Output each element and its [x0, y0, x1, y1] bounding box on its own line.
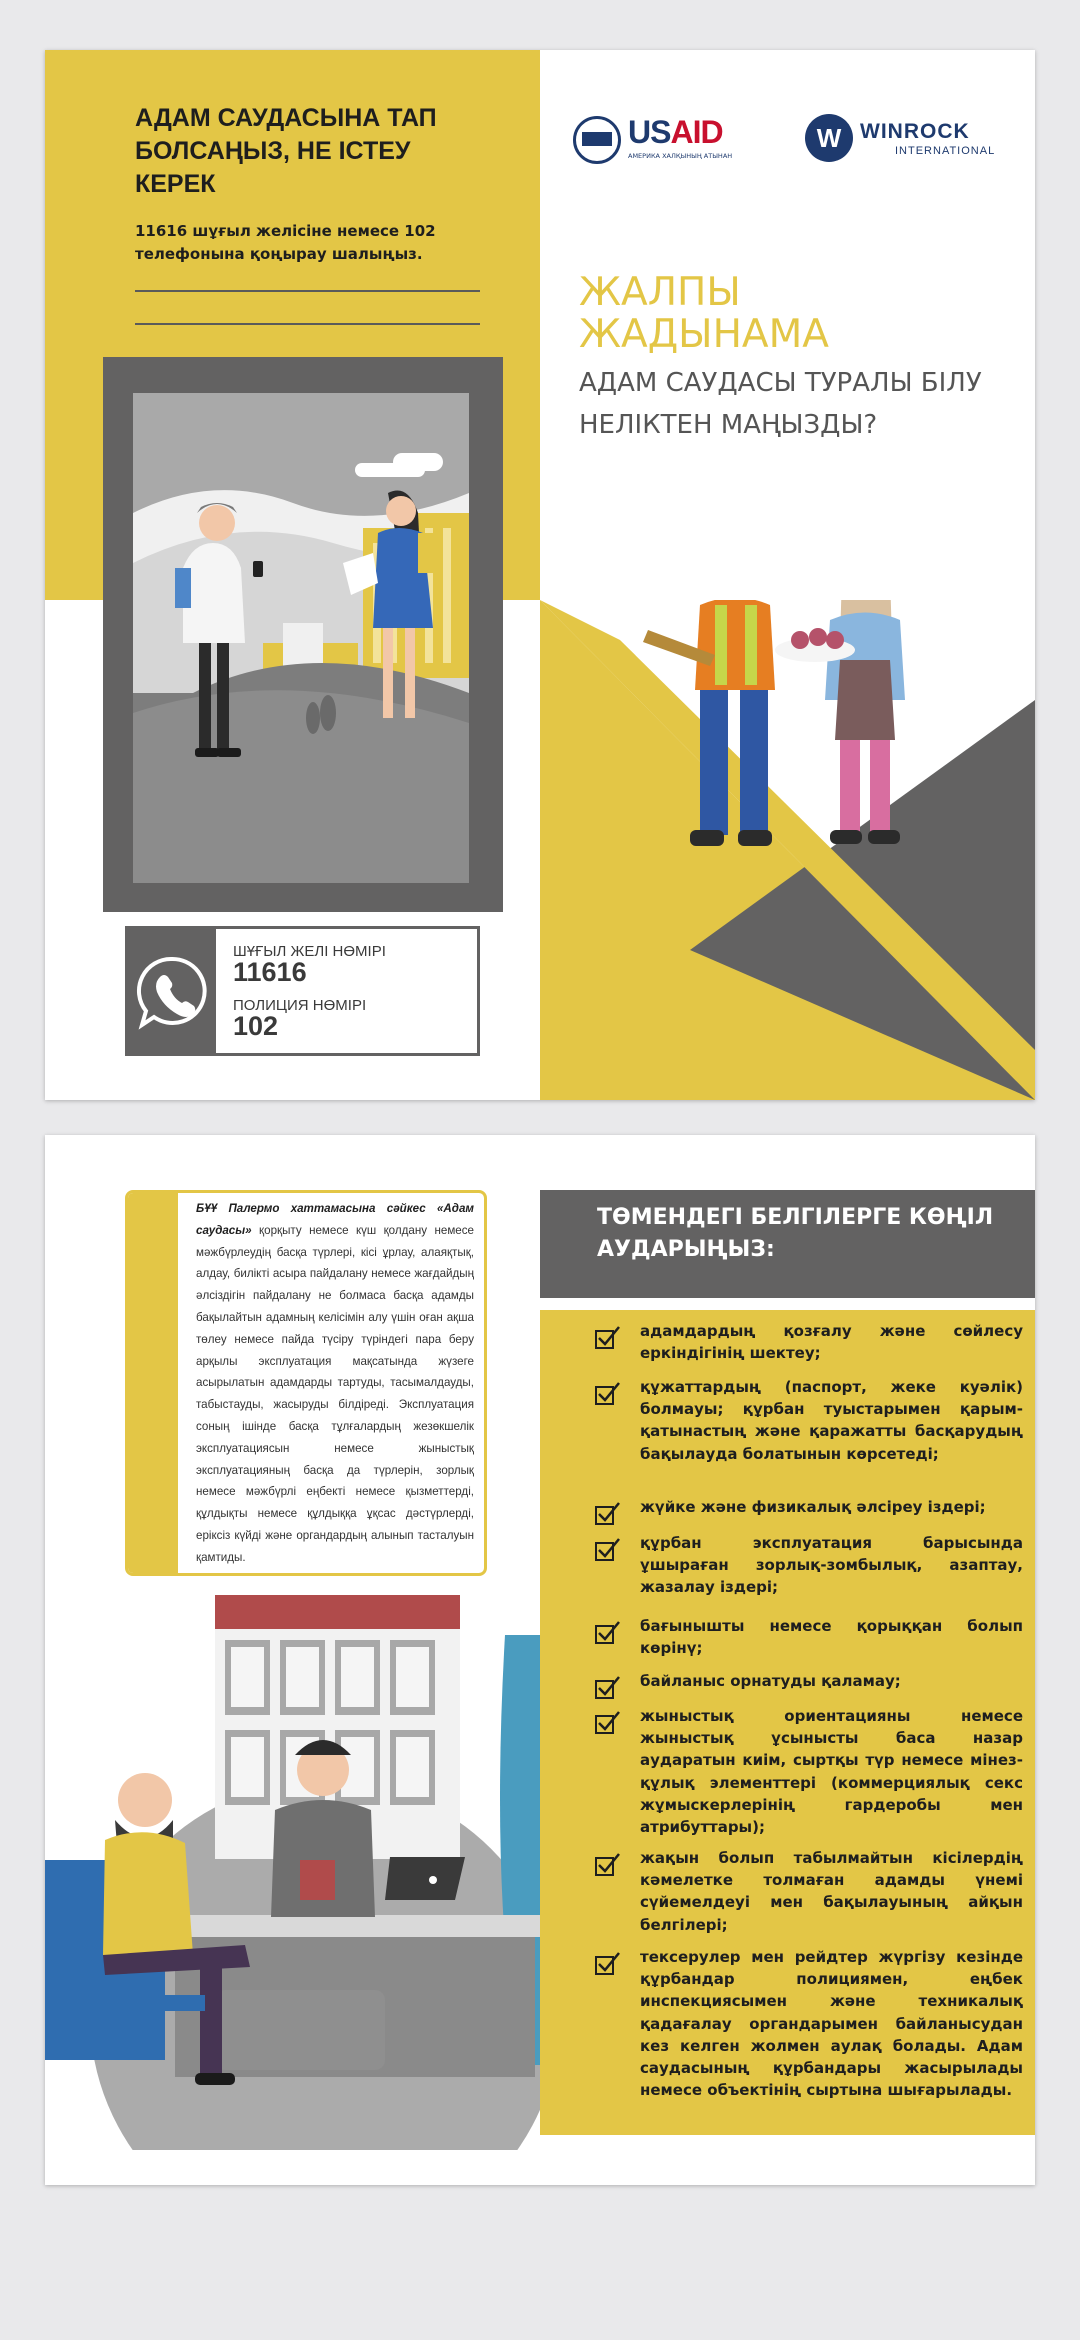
workers-illustration — [540, 600, 1035, 1100]
checkbox-icon — [595, 1381, 621, 1405]
signs-header — [540, 1190, 1035, 1298]
write-line — [135, 290, 480, 292]
street-scene-svg — [133, 393, 469, 883]
definition-text — [196, 1198, 474, 1569]
hotline-label: ШҰҒЫЛ ЖЕЛІ НӨМІРІ — [233, 943, 386, 960]
signs-list — [540, 1310, 1035, 2135]
street-illustration — [133, 393, 469, 883]
sign-text: бағынышты немесе қорыққан болып көрінү; — [640, 1617, 1023, 1658]
inner-page — [45, 1135, 1035, 2185]
sign-text: адамдардың қозғалу және сөйлесу еркіндігінің шектеу; — [640, 1322, 1023, 1363]
hotline-number: 11616 — [233, 957, 307, 987]
sign-text: жақын болып табылмайтын кісілердің кәмелетке толмаған адамды үнемі сүйемелдеуі мен бақылауының айқын белгілері; — [640, 1849, 1023, 1934]
definition-lead: БҰҰ Палермо хаттамасына сәйкес «Адам саудасы» — [196, 1202, 474, 1237]
definition-accent-bar — [128, 1193, 178, 1573]
winrock-name: WINROCK — [860, 120, 970, 143]
police-label: ПОЛИЦИЯ НӨМІРІ — [233, 997, 367, 1014]
contact-box — [125, 926, 480, 1056]
usaid-logo: USAID АМЕРИКА ХАЛҚЫНЫҢ АТЫНАН — [573, 112, 743, 168]
checkbox-icon — [595, 1325, 621, 1349]
checkbox-icon — [595, 1620, 621, 1644]
baker-figure — [775, 600, 905, 844]
winrock-logo — [805, 112, 996, 168]
winrock-subtitle: INTERNATIONAL — [895, 145, 996, 157]
checkbox-icon — [595, 1852, 621, 1876]
sign-text: байланыс орнатуды қаламау; — [640, 1672, 901, 1690]
sign-text: жыныстық ориентацияны немесе жыныстық ұсынысты баса назар аударатын киім, сыртқы түр немесе мінез-құлық элементтері (коммерциялық секс жұмыскерлерінің гардеробы мен атрибуттары); — [640, 1707, 1023, 1837]
checkbox-icon — [595, 1951, 621, 1975]
office-illustration — [45, 1595, 540, 2150]
hotline-heading: АДАМ САУДАСЫНА ТАП БОЛСАҢЫЗ, НЕ ІСТЕУ КЕРЕК — [135, 104, 437, 198]
checkbox-icon — [595, 1675, 621, 1699]
main-subtitle: АДАМ САУДАСЫ ТУРАЛЫ БІЛУ НЕЛІКТЕН МАҢЫЗДЫ? — [579, 368, 982, 440]
usaid-seal-icon — [573, 116, 621, 164]
sign-text: құрбан эксплуатация барысында ұшыраған зорлық-зомбылық, азаптау, жазалау іздері; — [640, 1534, 1023, 1597]
hotline-call-text: 11616 шұғыл желісіне немесе 102 телефонына қоңырау шалыңыз. — [135, 222, 436, 263]
sign-text: тексерулер мен рейдтер жүргізу кезінде құрбандар полициямен, еңбек инспекциясымен және техникалық қадағалау органдарымен байланысудан кез келген жолмен аулақ болады. Адам саудасының құрбандары жасырылады немесе объектінің сыртына шығарылады. — [640, 1948, 1023, 2100]
main-title: ЖАЛПЫ ЖАДЫНАМА — [579, 270, 829, 357]
sign-text: жүйке және физикалық әлсіреу іздері; — [640, 1498, 986, 1516]
signs-title: ТӨМЕНДЕГІ БЕЛГІЛЕРГЕ КӨҢІЛ АУДАРЫҢЫЗ: — [597, 1205, 994, 1262]
police-number: 102 — [233, 1011, 279, 1041]
winrock-w-icon: W — [805, 114, 853, 162]
phone-icon — [128, 929, 216, 1053]
checkbox-icon — [595, 1501, 621, 1525]
checkbox-icon — [595, 1537, 621, 1561]
checkbox-icon — [595, 1710, 621, 1734]
definition-body: қорқыту немесе күш қолдану немесе мәжбүрлеудің басқа түрлері, кісі ұрлау, алаяқтық, алдау, билікті асыра пайдалану немесе жағдайдың әлсіздігін пайдалану не болмаса басқа адамды бақылайтын адамның келісімін алу үшін оған ақша төлеу немесе пайда түсіру түріндегі пара беру арқылы эксплуатация мақсатында жүзеге асырылатын адамдарды тартуды, тасымалдауды, табыстауды, жасыруды білдіреді. Эксплуатация соның ішінде басқа тұлғалардың жезөкшелік эксплуатациясын немесе жыныстық эксплуатацияның басқа да түрлерін, зорлық немесе мәжбүрлі еңбекті немесе қызметтерді, құлдықты немесе құлдыққа ұқсас дәстүрлерді, еріксіз күйді және органдардың алынып тасталуын қамтиды. — [196, 1223, 474, 1564]
sign-text: құжаттардың (паспорт, жеке куәлік) болмауы; құрбан туыстарымен қарым-қатынастың және қаражатты басқарудың бақылауда болатынын көрсетеді; — [640, 1378, 1023, 1463]
front-page — [45, 50, 1035, 1100]
usaid-subtitle: АМЕРИКА ХАЛҚЫНЫҢ АТЫНАН — [628, 152, 733, 160]
definition-box — [125, 1190, 487, 1576]
write-line — [135, 323, 480, 325]
